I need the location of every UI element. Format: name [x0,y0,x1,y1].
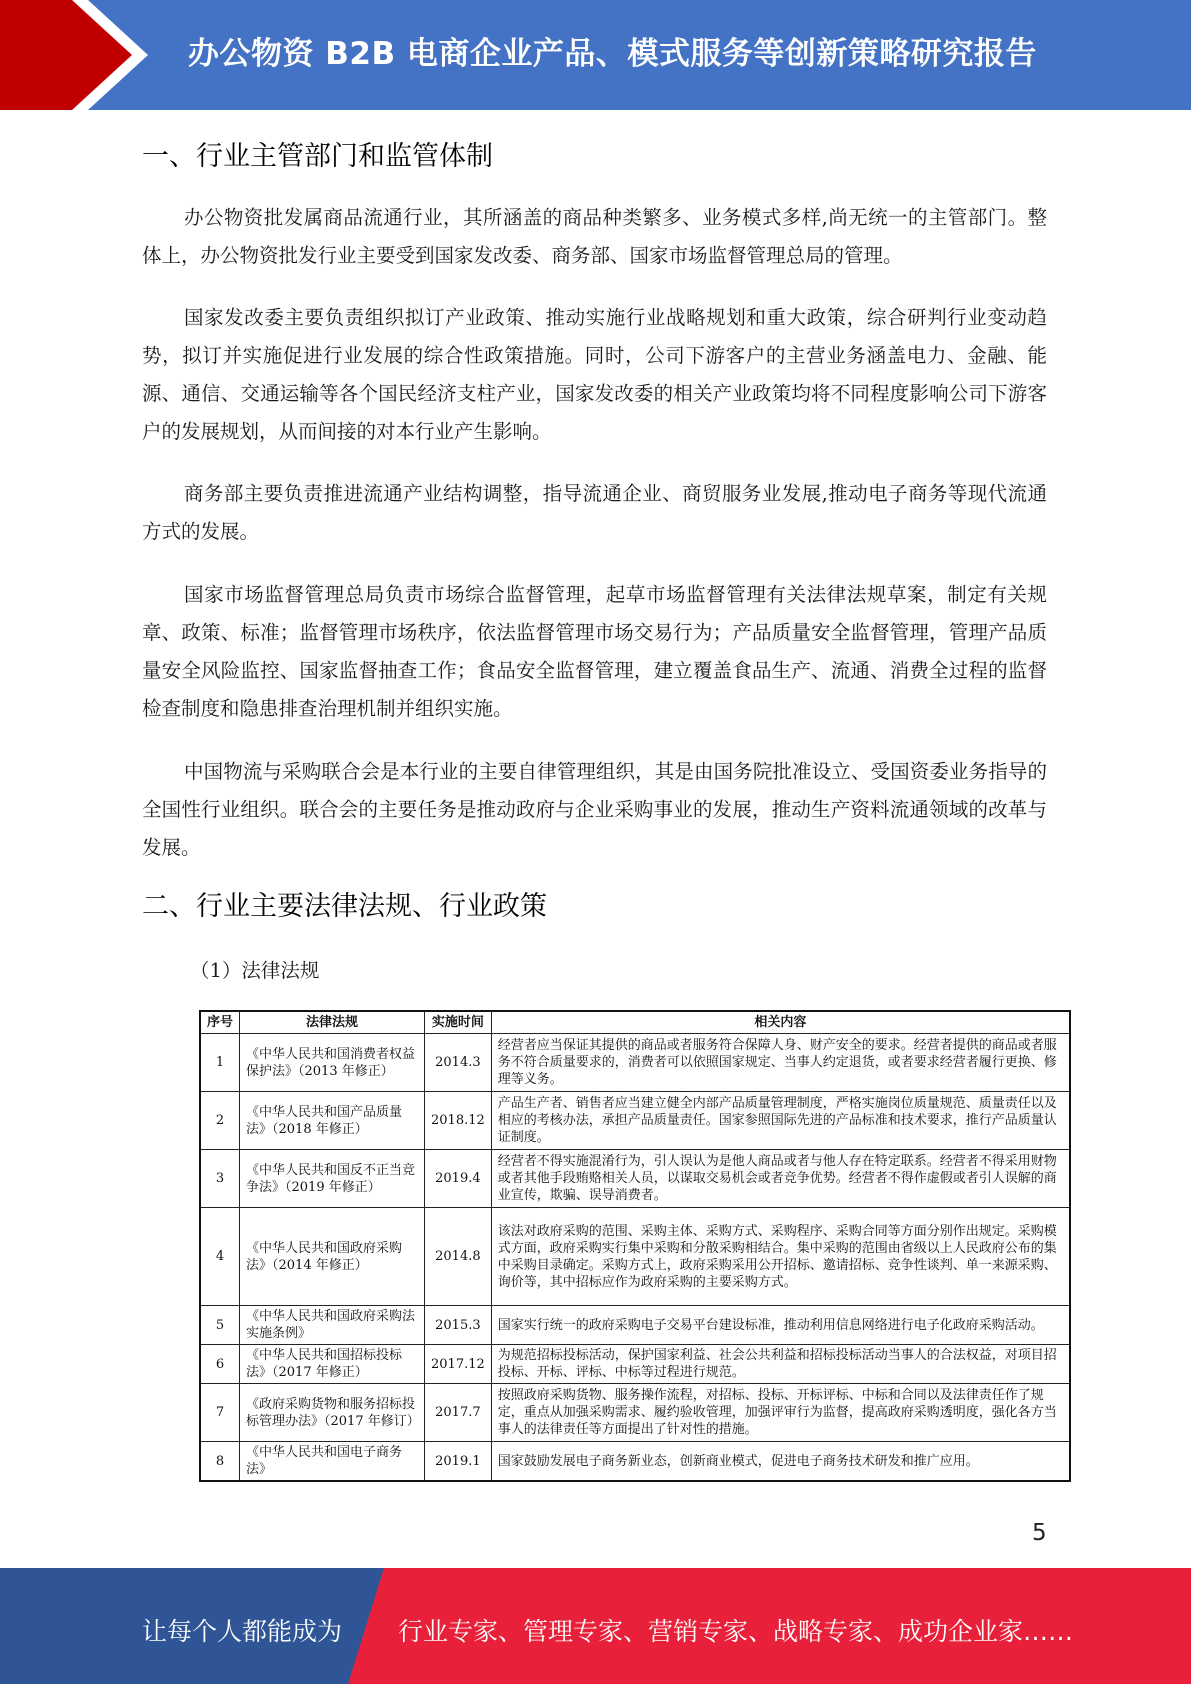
table-row [200,1208,1070,1306]
section-heading-1: 一、行业主管部门和监管体制 [142,141,493,172]
table-row [200,1150,1070,1208]
row-date: 2019.4 [425,1150,492,1208]
row-no: 4 [200,1208,240,1306]
header-content: 相关内容 [491,1011,1070,1034]
header-date: 实施时间 [425,1011,492,1034]
footer-banner [0,1568,1191,1684]
row-content: 产品生产者、销售者应当建立健全内部产品质量管理制度，严格实施岗位质量规范、质量责任以及相应的考核办法，承担产品质量责任。国家参照国际先进的产品标准和技术要求，推行产品质量认证制度。 [491,1092,1070,1150]
row-date: 2014.3 [425,1034,492,1092]
row-law: 《中华人民共和国政府采购法实施条例》 [240,1306,425,1345]
row-date: 2018.12 [425,1092,492,1150]
row-law: 《中华人民共和国政府采购法》（2014 年修正） [240,1208,425,1306]
laws-table [199,1010,1071,1482]
row-content: 该法对政府采购的范围、采购主体、采购方式、采购程序、采购合同等方面分别作出规定。采购模式方面，政府采购实行集中采购和分散采购相结合。集中采购的范围由省级以上人民政府公布的集中采购目录确定。采购方式上，政府采购采用公开招标、邀请招标、竞争性谈判、单一来源采购、询价等，其中招标应作为政府采购的主要采购方式。 [491,1208,1070,1306]
row-date: 2019.1 [425,1442,492,1482]
paragraph-4: 国家市场监督管理总局负责市场综合监督管理，起草市场监督管理有关法律法规草案，制定有关规章、政策、标准；监督管理市场秩序，依法监督管理市场交易行为；产品质量安全监督管理，管理产品质量安全风险监控、国家监督抽查工作；食品安全监督管理，建立覆盖食品生产、流通、消费全过程的监督检查制度和隐患排查治理机制并组织实施。 [142,583,1047,720]
row-law: 《中华人民共和国产品质量法》（2018 年修正） [240,1092,425,1150]
row-no: 5 [200,1306,240,1345]
table-row [200,1442,1070,1482]
report-title: 办公物资 B2B 电商企业产品、模式服务等创新策略研究报告 [188,36,1037,72]
row-no: 8 [200,1442,240,1482]
subsection-label: （1）法律法规 [190,959,320,982]
row-no: 6 [200,1345,240,1384]
row-date: 2015.3 [425,1306,492,1345]
header-banner [0,0,1191,110]
row-content: 国家鼓励发展电子商务新业态，创新商业模式，促进电子商务技术研发和推广应用。 [491,1442,1070,1482]
paragraph-1: 办公物资批发属商品流通行业，其所涵盖的商品种类繁多、业务模式多样,尚无统一的主管部门。整体上，办公物资批发行业主要受到国家发改委、商务部、国家市场监督管理总局的管理。 [142,206,1047,267]
table-row [200,1034,1070,1092]
footer-slogan-right: 行业专家、管理专家、营销专家、战略专家、成功企业家…… [398,1617,1074,1646]
header-law: 法律法规 [240,1011,425,1034]
row-date: 2014.8 [425,1208,492,1306]
table-row [200,1384,1070,1442]
paragraph-2: 国家发改委主要负责组织拟订产业政策、推动实施行业战略规划和重大政策，综合研判行业变动趋势，拟订并实施促进行业发展的综合性政策措施。同时，公司下游客户的主营业务涵盖电力、金融、能源、通信、交通运输等各个国民经济支柱产业，国家发改委的相关产业政策均将不同程度影响公司下游客户的发展规划，从而间接的对本行业产生影响。 [142,306,1047,443]
row-no: 2 [200,1092,240,1150]
row-content: 经营者不得实施混淆行为，引人误认为是他人商品或者与他人存在特定联系。经营者不得采用财物或者其他手段贿赂相关人员，以谋取交易机会或者竞争优势。经营者不得作虚假或者引人误解的商业宣传，欺骗、误导消费者。 [491,1150,1070,1208]
paragraph-5: 中国物流与采购联合会是本行业的主要自律管理组织，其是由国务院批准设立、受国资委业务指导的全国性行业组织。联合会的主要任务是推动政府与企业采购事业的发展，推动生产资料流通领域的改革与发展。 [142,760,1047,859]
row-no: 1 [200,1034,240,1092]
paragraph-3: 商务部主要负责推进流通产业结构调整，指导流通企业、商贸服务业发展,推动电子商务等现代流通方式的发展。 [142,482,1047,543]
row-content: 为规范招标投标活动，保护国家利益、社会公共利益和招标投标活动当事人的合法权益，对项目招投标、开标、评标、中标等过程进行规范。 [491,1345,1070,1384]
row-no: 3 [200,1150,240,1208]
row-law: 《政府采购货物和服务招标投标管理办法》（2017 年修订） [240,1384,425,1442]
row-no: 7 [200,1384,240,1442]
table-header-row [200,1011,1070,1034]
row-date: 2017.12 [425,1345,492,1384]
table-row [200,1345,1070,1384]
row-law: 《中华人民共和国消费者权益保护法》（2013 年修正） [240,1034,425,1092]
row-content: 按照政府采购货物、服务操作流程，对招标、投标、开标评标、中标和合同以及法律责任作了规定，重点从加强采购需求、履约验收管理，加强评审行为监督，提高政府采购透明度，强化各方当事人的法律责任等方面提出了针对性的措施。 [491,1384,1070,1442]
row-law: 《中华人民共和国电子商务法》 [240,1442,425,1482]
row-law: 《中华人民共和国反不正当竞争法》（2019 年修正） [240,1150,425,1208]
footer-slogan-left: 让每个人都能成为 [142,1617,343,1646]
section-heading-2: 二、行业主要法律法规、行业政策 [142,891,547,922]
row-content: 经营者应当保证其提供的商品或者服务符合保障人身、财产安全的要求。经营者提供的商品或者服务不符合质量要求的，消费者可以依照国家规定、当事人约定退货，或者要求经营者履行更换、修理等义务。 [491,1034,1070,1092]
row-content: 国家实行统一的政府采购电子交易平台建设标准，推动利用信息网络进行电子化政府采购活动。 [491,1306,1070,1345]
header-no: 序号 [200,1011,240,1034]
row-law: 《中华人民共和国招标投标法》（2017 年修正） [240,1345,425,1384]
row-date: 2017.7 [425,1384,492,1442]
page-number: 5 [1032,1520,1047,1546]
table-row [200,1092,1070,1150]
table-row [200,1306,1070,1345]
